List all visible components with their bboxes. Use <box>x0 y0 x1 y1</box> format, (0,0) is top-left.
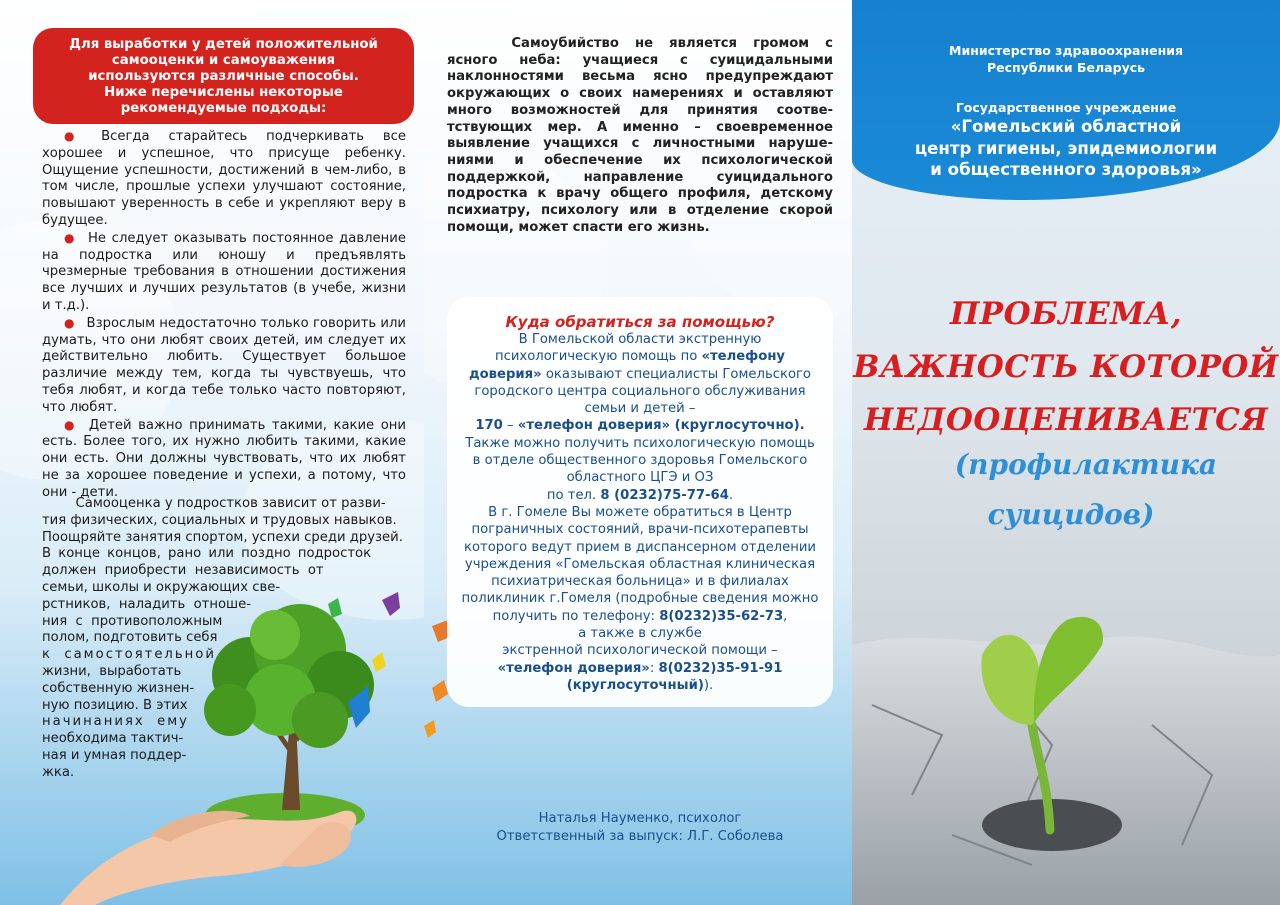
paragraph-line: жизни, выработать <box>42 663 182 679</box>
paragraph-line: должен приобрести независимость от <box>42 563 324 579</box>
paragraph-line: семьи, школы и окружающих све- <box>42 579 281 595</box>
sprout-illustration <box>852 585 1280 905</box>
paragraph-line: подростка к врачу общего профиля, детскому <box>447 186 833 202</box>
approaches-header <box>33 28 414 124</box>
ministry-line: Республики Беларусь <box>986 60 1146 75</box>
paragraph-line: поддержкой, направление суицидального <box>447 169 833 185</box>
header-line: рекомендуемые подходы: <box>120 101 327 116</box>
help-text: психологическую помощь по <box>494 349 702 365</box>
help-text: получить по телефону: <box>492 608 660 624</box>
subheadline-line: (профилактика <box>954 448 1218 481</box>
help-line: экстренной психологической помощи – <box>502 643 778 659</box>
help-contacts <box>440 313 840 694</box>
institution-line: «Гомельский областной <box>950 117 1182 136</box>
paragraph-line: необходима тактич- <box>42 731 184 747</box>
ministry-line: Министерство здравоохранения <box>949 43 1183 58</box>
approaches-list <box>42 128 406 502</box>
list-item-text: Взрослым недостаточно только говорить или думать, что они любят своих детей, им следует их действительно любить. Существует большое различие между тем, когда ты чувствуешь, что тебя любят, и когда тебе только часто повторяют, что любят. <box>42 315 406 415</box>
paragraph-line: тствующих мер. А именно – своевременное <box>447 119 833 135</box>
paragraph-line: собственную жизнен- <box>42 680 195 696</box>
butterfly-icon <box>328 598 342 618</box>
paragraph-line: тия физических, социальных и трудовых навыков. <box>42 512 397 528</box>
help-line <box>440 417 840 434</box>
bullet-icon: ● <box>64 417 77 432</box>
paragraph-line: ния с противоположным <box>42 613 223 629</box>
header-line: Для выработки у детей положительной <box>69 37 378 52</box>
brochure-headline <box>852 288 1280 447</box>
help-line: психиатрическая больница» и в филиалах <box>491 574 789 590</box>
hotline-name: доверия» <box>468 366 542 382</box>
phone-number[interactable]: 8(0232)35-62-73 <box>659 608 784 624</box>
institution-name <box>852 99 1280 181</box>
list-item-text: Не следует оказывать постоянное давление на подростка или юношу и предъявлять чрезмерные требования в отношении достижения все лучших и лучших результатов (в учебе, жизни и т.д.). <box>42 230 406 313</box>
paragraph-line: ную позицию. В этих <box>42 697 188 713</box>
bullet-icon: ● <box>64 129 90 143</box>
help-line <box>440 348 840 365</box>
header-line: Ниже перечислены некоторые <box>104 85 343 100</box>
ministry-name <box>852 42 1280 76</box>
hotline-name: «телефон доверия» (круглосуточно). <box>517 418 805 434</box>
list-item-text: Всегда старайтесь подчеркивать все хорошее и успешное, что присуще ребенку. Ощущение успешности, достижений в чем-либо, в том числе, прошлые успехи улучшают состояние, повышают уверенность в себе и укрепляют веру в будущее. <box>42 129 406 228</box>
header-line: используются различные способы. <box>88 69 359 84</box>
institution-type: Государственное учреждение <box>955 100 1177 115</box>
paragraph-line: наклонностями весьма ясно предупреждают <box>447 69 833 85</box>
help-line <box>440 608 840 625</box>
bullet-icon: ● <box>64 230 76 245</box>
hotline-name: «телефону <box>701 349 786 365</box>
paragraph-line: ниями и обеспечение их психологической <box>447 152 833 168</box>
help-line: а также в службе <box>578 626 702 642</box>
bullet-icon: ● <box>64 315 75 330</box>
help-line <box>440 660 840 677</box>
paragraph-line: начинаниях ему <box>42 714 189 730</box>
paragraph-line: выявление учащихся с личностными наруше- <box>447 136 833 152</box>
butterfly-icon <box>372 652 386 672</box>
right-panel <box>852 0 1280 905</box>
paragraph-line: Поощряйте занятия спортом, успехи среди друзей. <box>42 529 403 545</box>
prevention-paragraph <box>447 36 833 236</box>
subheadline-line: суицидов) <box>987 498 1155 531</box>
paragraph-line: ясного неба: учащиеся с суицидальными <box>447 52 833 68</box>
paragraph-line: Самооценка у подростков зависит от разви- <box>42 496 386 511</box>
help-text: , <box>783 608 788 624</box>
help-line: в отделе общественного здоровья Гомельского <box>472 453 808 469</box>
paragraph-line: к самостоятельной <box>42 647 216 663</box>
institution-line: и общественного здоровья» <box>930 160 1202 179</box>
butterfly-icon <box>382 592 400 616</box>
credits <box>440 810 840 846</box>
help-line: учреждения «Гомельская областная клиническая <box>464 556 816 572</box>
phone-number[interactable]: 8(0232)35-91-91 <box>658 660 783 676</box>
help-line: семьи и детей – <box>584 401 696 417</box>
help-line <box>440 677 840 694</box>
help-line: В г. Гомеле Вы можете обратиться в Центр <box>488 504 792 520</box>
paragraph-line: полом, подготовить себя <box>42 630 218 646</box>
paragraph-line: помощи, может спасти его жизнь. <box>447 219 710 235</box>
help-line: В Гомельской области экстренную <box>518 332 762 347</box>
list-item <box>42 417 406 502</box>
help-title: Куда обратиться за помощью? <box>505 313 775 331</box>
help-text: ). <box>703 677 714 693</box>
paragraph-line: ная и умная поддер- <box>42 747 187 763</box>
paragraph-line: окружающих о своих намерениях и оставляют <box>447 86 833 102</box>
help-line <box>440 366 840 383</box>
headline-line: НЕДООЦЕНИВАЕТСЯ <box>863 402 1269 438</box>
butterfly-icon <box>348 686 370 728</box>
help-text: : <box>649 660 659 676</box>
header-line: самооценки и самоуважения <box>111 53 336 68</box>
institution-line: центр гигиены, эпидемиологии <box>914 138 1218 158</box>
help-line: городского центра социального обслуживания <box>474 383 806 399</box>
help-text: по тел. <box>546 487 601 503</box>
author: Наталья Науменко, психолог <box>538 811 742 826</box>
brochure-subheadline <box>852 440 1280 540</box>
responsible-person: Ответственный за выпуск: Л.Г. Соболева <box>496 829 784 844</box>
paragraph-line: рстников, наладить отноше- <box>42 596 251 612</box>
help-line: поликлиник г.Гомеля (подробные сведения можно <box>461 591 819 607</box>
headline-line: ВАЖНОСТЬ КОТОРОЙ <box>853 349 1279 385</box>
list-item <box>42 230 406 315</box>
list-item <box>42 315 406 417</box>
hotline-name: «телефон доверия» <box>497 660 650 676</box>
help-line <box>440 487 840 504</box>
hotline-number[interactable]: 170 <box>475 418 503 434</box>
paragraph-line: жка. <box>42 764 75 780</box>
list-item-text: Детей важно принимать такими, какие они есть. Более того, их нужно любить такими, какие они есть. Они должны чувствовать, что их любят не за хорошее поведение и успехи, а потому, что они - дети. <box>42 417 406 500</box>
hotline-hours: (круглосуточный) <box>566 677 704 693</box>
help-line: областного ЦГЭ и ОЗ <box>566 470 714 486</box>
headline-line: ПРОБЛЕМА, <box>950 296 1182 332</box>
help-text: оказывают специалисты Гомельского <box>541 366 812 382</box>
list-item <box>42 128 406 230</box>
paragraph-line: психиатру, психологу или в отделение скорой <box>447 203 833 219</box>
paragraph-line: В конце концов, рано или поздно подросток <box>42 546 372 562</box>
help-line: которого ведут прием в диспансерном отделении <box>464 539 816 555</box>
paragraph-line: много возможностей для принятия соотве- <box>447 102 833 118</box>
help-line: Также можно получить психологическую помощь <box>465 435 815 451</box>
help-text: . <box>728 487 734 503</box>
paragraph-line: Самоубийство не является громом с <box>447 36 833 51</box>
help-text: – <box>502 418 518 434</box>
phone-number[interactable]: 8 (0232)75-77-64 <box>600 487 729 503</box>
help-line: пограничных состояний, врачи-психотерапевты <box>471 522 809 538</box>
